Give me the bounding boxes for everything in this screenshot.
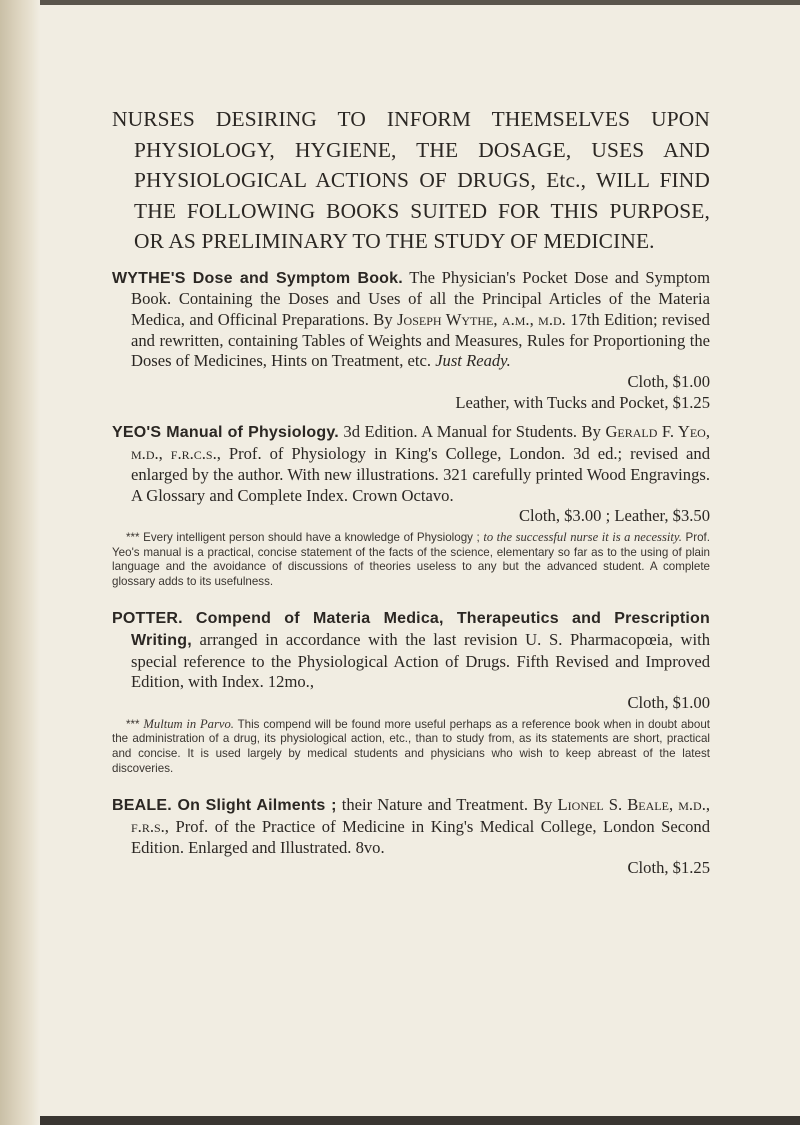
note-text-continued: This compend will be found more useful perhaps as a reference book when in doubt about the administration of a drug, its physiological action, etc., than to study from, as its statements are short, practical and concise. It is used largely by medical students and physicians who wish to keep abreast of the latest discoveries. xyxy=(112,717,710,775)
book-spine-shadow xyxy=(0,0,40,1125)
note-emphasis: to the successful nurse it is a necessity. xyxy=(483,529,682,544)
entry-title: BEALE. On Slight Ailments ; xyxy=(112,797,337,815)
entry-author: Joseph Wythe, a.m., m.d. xyxy=(397,309,566,329)
page-content xyxy=(112,104,710,879)
entry-price xyxy=(112,372,710,393)
book-entry-potter xyxy=(112,608,710,776)
entry-price-extra xyxy=(112,393,710,414)
entry-description xyxy=(112,795,710,858)
entry-text-continued: 17th Edition; revised and rewritten, containing Tables of Weights and Measures, Rules for Proportioning the Doses of Medicines, Hints on Treatment, etc. xyxy=(131,309,710,371)
entry-text: 3d Edition. A Manual for Students. By xyxy=(343,422,606,442)
entry-description xyxy=(112,422,710,506)
entry-text: their Nature and Treatment. By xyxy=(336,795,558,815)
note-emphasis: Multum in Parvo. xyxy=(143,716,234,731)
entry-text-continued: Prof. of the Practice of Medicine in King's Medical College, London Second Edition. Enlarged and Illustrated. 8vo. xyxy=(131,816,710,857)
entry-note xyxy=(112,717,710,776)
entry-title: POTTER. Compend of Materia Medica, Therapeutics and Prescription Writing, xyxy=(112,610,710,650)
entry-price xyxy=(112,858,710,879)
entry-title: WYTHE'S Dose and Symptom Book. xyxy=(112,269,403,287)
price-leather: Leather, with Tucks and Pocket, $1.25 xyxy=(455,392,710,412)
book-entry-wythe xyxy=(112,268,710,414)
price-cloth: Cloth, $1.25 xyxy=(627,858,710,878)
entry-text: arranged in accordance with the last revision U. S. Pharmacopœia, with special reference to the Physiological Action of Drugs. Fifth Revised and Improved Edition, with Index. 12mo., xyxy=(131,630,710,692)
entry-title: YEO'S Manual of Physiology. xyxy=(112,424,339,442)
note-text: *** xyxy=(126,717,144,731)
entry-note xyxy=(112,530,710,589)
entry-text-continued: Prof. of Physiology in King's College, London. 3d ed.; revised and enlarged by the author. With new illustrations. 321 carefully printed Wood Engravings. A Glossary and Complete Index. Crown Octavo. xyxy=(131,444,710,505)
price-cloth: Cloth, $1.00 xyxy=(627,693,710,713)
entry-description xyxy=(112,608,710,693)
price-cloth-leather: Cloth, $3.00 ; Leather, $3.50 xyxy=(518,506,710,526)
price-cloth: Cloth, $1.00 xyxy=(627,372,710,392)
top-border xyxy=(40,0,800,5)
bottom-border xyxy=(40,1116,800,1125)
note-text-continued: Prof. Yeo's manual is a practical, concise statement of the facts of the science, elementary so far as to the using of plain language and the avoidance of discussions of theories useless to any but the advanced student. A complete glossary adds to its usefulness. xyxy=(112,530,710,588)
book-entry-yeo xyxy=(112,422,710,589)
book-entry-beale xyxy=(112,795,710,879)
entry-author: Lionel S. Beale, m.d., f.r.s., xyxy=(131,795,710,836)
entry-author: Gerald F. Yeo, m.d., f.r.c.s., xyxy=(131,422,710,464)
page-heading: NURSES DESIRING TO INFORM THEMSELVES UPON PHYSIOLOGY, HYGIENE, THE DOSAGE, USES AND PHYSIOLOGICAL ACTIONS OF DRUGS, Etc., WILL FIND THE FOLLOWING BOOKS SUITED FOR THIS PURPOSE, OR AS PRELIMINARY TO THE STUDY OF MEDICINE. xyxy=(112,107,710,253)
entry-price xyxy=(112,506,710,527)
entry-text: The Physician's Pocket Dose and Symptom Book. Containing the Doses and Uses of all the Principal Articles of the Materia Medica, and Officinal Preparations. By xyxy=(131,267,710,329)
entry-description xyxy=(112,268,710,373)
note-text: *** Every intelligent person should have a knowledge of Physiology ; xyxy=(126,530,484,544)
entry-status: Just Ready. xyxy=(435,351,511,371)
entry-price xyxy=(112,693,710,714)
